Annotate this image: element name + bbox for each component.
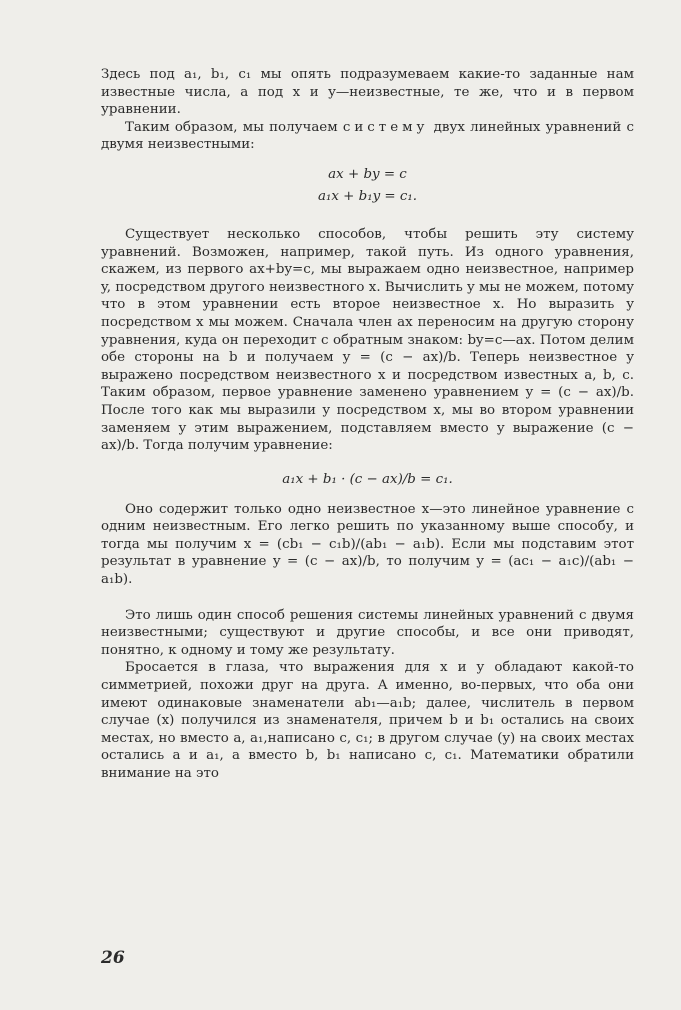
paragraph-3: Существует несколько способов, чтобы решить эту систему уравнений. Возможен, например, такой путь. Из одного уравнения, скажем, из первого ax+by=c, мы выражаем одно неизвестное, например y, посредством другого неизвестного x. Вычислить y мы не можем, потому что в этом уравнении есть второе неизвестное x. Но выразить y посредством x мы можем. Сначала член ax переносим на другую сторону уравнения, куда он переходит с обратным знаком: by=c—ax. Потом делим обе стороны на b и получаем y = (c − ax)/b. Теперь неизвестное y выражено посредством неизвестного x и посредством известных a, b, c. Таким образом, первое уравнение заменено уравнением y = (c − ax)/b. После того как мы выразили y посредством x, мы во втором уравнении заменяем y этим выражением, подставляем вместо y выражение (c − ax)/b. Тогда получим уравнение: (101, 226, 634, 454)
paragraph-1: Здесь под a₁, b₁, c₁ мы опять подразумеваем какие-то заданные нам известные числа, а под x и y—неизвестные, те же, что и в первом уравнении. (101, 67, 634, 118)
paragraph-2-suffix: двух линейных уравнений с двумя неизвестными: (101, 119, 634, 153)
paragraph-2 (101, 119, 634, 154)
equation-3: a₁x + b₁ · (c − ax)/b = c₁. (282, 471, 453, 487)
paragraph-2-emphasis: систему (342, 119, 429, 135)
equation-1: ax + by = c (328, 166, 407, 182)
paragraph-2-prefix: Таким образом, мы получаем (125, 119, 343, 135)
equation-system (101, 164, 634, 208)
paragraph-5: Это лишь один способ решения системы линейных уравнений с двумя неизвестными; существуют и другие способы, и все они приводят, понятно, к одному и тому же результату. (101, 607, 634, 658)
paragraph-6: Бросается в глаза, что выражения для x и y обладают какой-то симметрией, похожи друг на друга. А именно, во-первых, что оба они имеют одинаковые знаменатели ab₁—a₁b; далее, числитель в первом случае (x) получился из знаменателя, причем b и b₁ остались на своих местах, но вместо a, a₁,написано c, c₁; в другом случае (y) на своих местах остались a и a₁, а вместо b, b₁ написано c, c₁. Математики обратили внимание на это (101, 660, 634, 781)
paragraph-4: Оно содержит только одно неизвестное x—это линейное уравнение с одним неизвестным. Его легко решить по указанному выше способу, и тогда мы получим x = (cb₁ − c₁b)/(ab₁ − a₁b). Если мы подставим этот результат в уравнение y = (c − ax)/b, то получим y = (ac₁ − a₁c)/(ab₁ − a₁b). (101, 501, 634, 588)
page-number: 26 (101, 948, 125, 968)
equation-2: a₁x + b₁y = c₁. (318, 188, 417, 204)
